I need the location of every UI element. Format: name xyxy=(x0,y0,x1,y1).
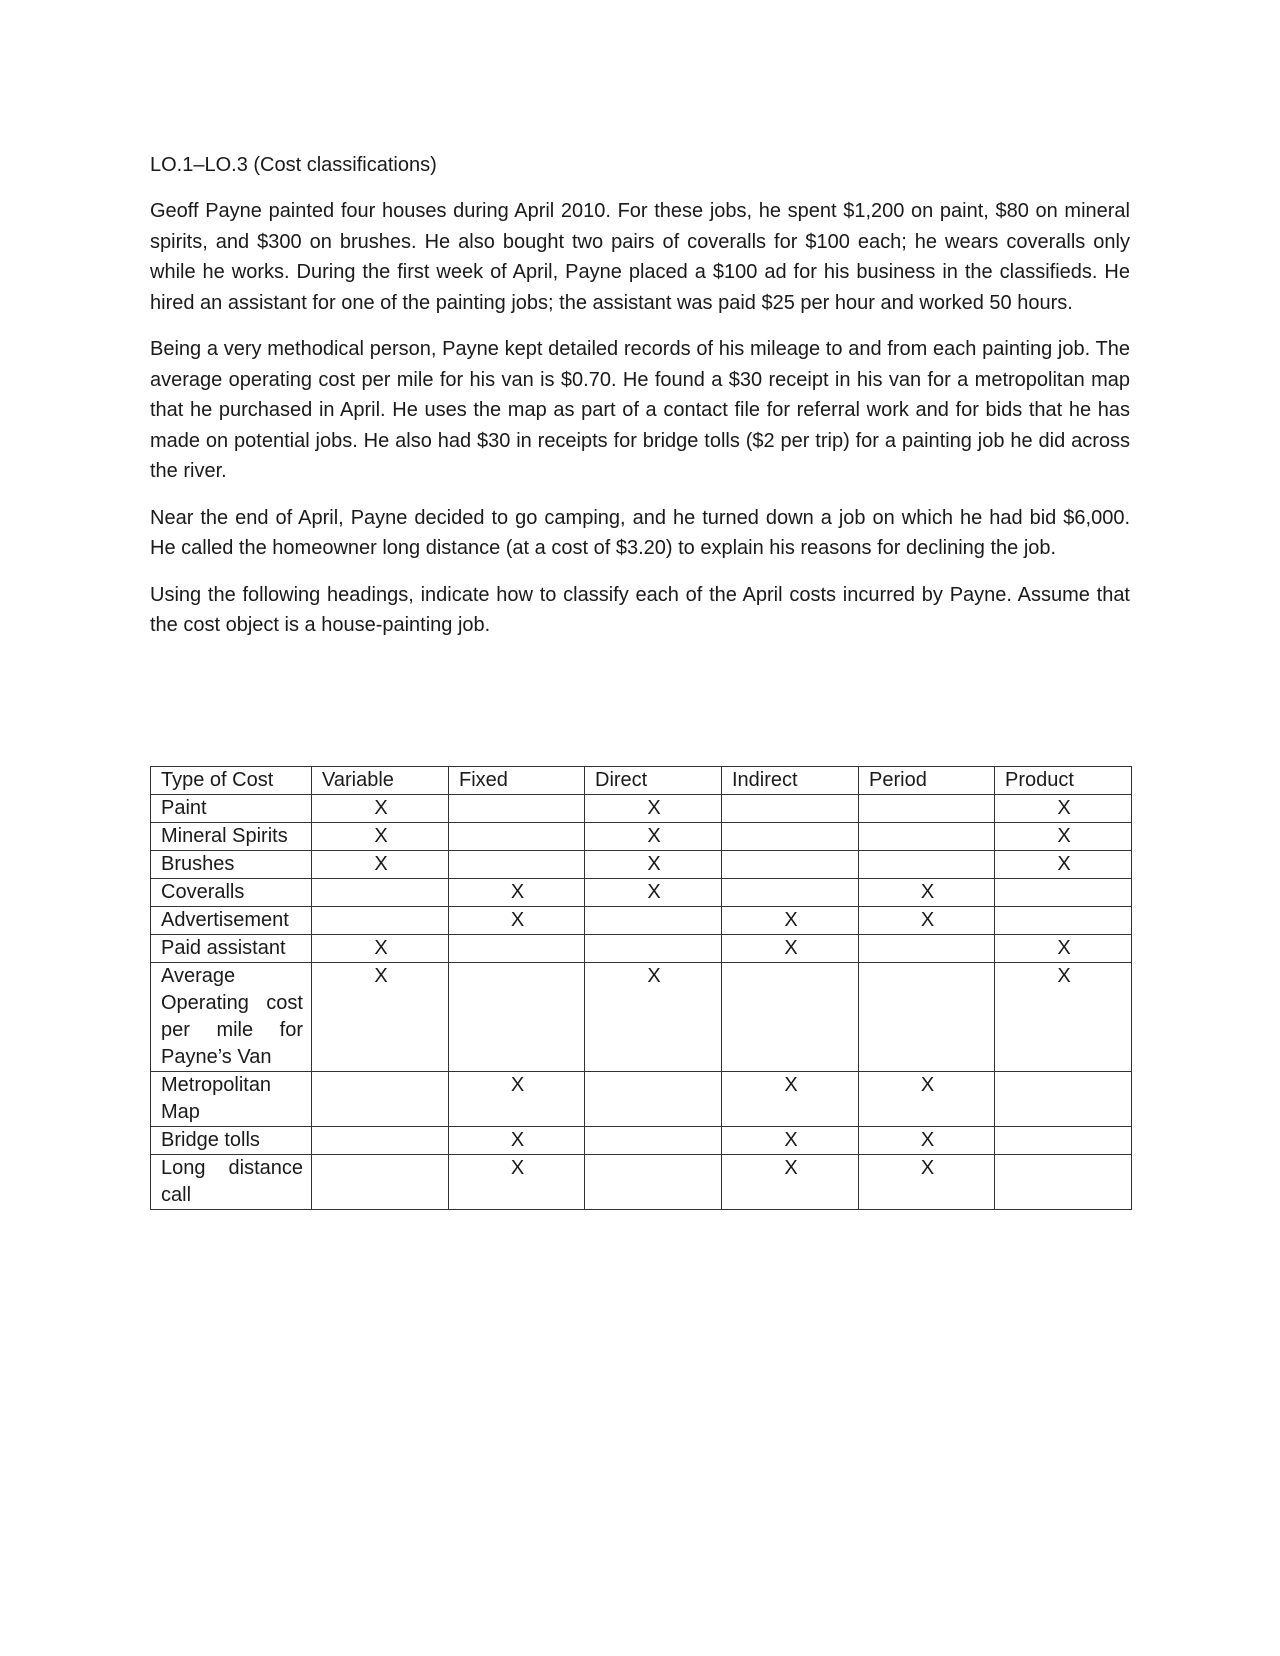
cell-indirect: X xyxy=(722,907,859,935)
cell-period: X xyxy=(859,907,995,935)
cell-variable: X xyxy=(312,851,449,879)
row-label: Paint xyxy=(151,795,312,823)
row-label: Advertisement xyxy=(151,907,312,935)
cell-period xyxy=(859,823,995,851)
cell-direct: X xyxy=(585,795,722,823)
section-heading: LO.1–LO.3 (Cost classifications) xyxy=(150,154,437,176)
table-row xyxy=(151,1127,1132,1155)
cell-fixed: X xyxy=(449,907,585,935)
cell-product: X xyxy=(995,823,1132,851)
cell-product xyxy=(995,907,1132,935)
row-label: Coveralls xyxy=(151,879,312,907)
table-row xyxy=(151,851,1132,879)
cell-indirect xyxy=(722,851,859,879)
cell-variable xyxy=(312,907,449,935)
cell-variable xyxy=(312,1072,449,1127)
cell-period: X xyxy=(859,1155,995,1210)
cell-indirect: X xyxy=(722,935,859,963)
cell-product xyxy=(995,1127,1132,1155)
cell-direct xyxy=(585,1155,722,1210)
cell-variable: X xyxy=(312,935,449,963)
cell-direct: X xyxy=(585,963,722,1072)
cell-variable xyxy=(312,879,449,907)
cell-variable xyxy=(312,1127,449,1155)
row-label: Mineral Spirits xyxy=(151,823,312,851)
cell-fixed xyxy=(449,935,585,963)
table-row xyxy=(151,1155,1132,1210)
row-label: Brushes xyxy=(151,851,312,879)
cell-product xyxy=(995,1072,1132,1127)
cell-product: X xyxy=(995,935,1132,963)
row-label: Paid assistant xyxy=(151,935,312,963)
cell-direct xyxy=(585,935,722,963)
table-row xyxy=(151,795,1132,823)
cell-direct xyxy=(585,907,722,935)
cell-fixed: X xyxy=(449,1072,585,1127)
cell-period: X xyxy=(859,1127,995,1155)
table-row xyxy=(151,823,1132,851)
cell-direct xyxy=(585,1072,722,1127)
cell-product xyxy=(995,1155,1132,1210)
cell-indirect xyxy=(722,879,859,907)
cell-product: X xyxy=(995,795,1132,823)
cell-indirect xyxy=(722,795,859,823)
cell-fixed xyxy=(449,795,585,823)
cell-period xyxy=(859,795,995,823)
header-fixed: Fixed xyxy=(449,767,585,795)
row-label: Bridge tolls xyxy=(151,1127,312,1155)
cell-direct: X xyxy=(585,823,722,851)
header-period: Period xyxy=(859,767,995,795)
header-direct: Direct xyxy=(585,767,722,795)
cell-fixed xyxy=(449,851,585,879)
paragraph-3: Near the end of April, Payne decided to go camping, and he turned down a job on which he had bid $6,000. He called the homeowner long distance (at a cost of $3.20) to explain his reasons for declining the job. xyxy=(150,506,1130,559)
paragraph-4: Using the following headings, indicate how to classify each of the April costs incurred by Payne. Assume that the cost object is a house-painting job. xyxy=(150,583,1130,636)
cell-indirect: X xyxy=(722,1127,859,1155)
cell-fixed: X xyxy=(449,879,585,907)
cell-period xyxy=(859,963,995,1072)
table-row xyxy=(151,935,1132,963)
cell-indirect xyxy=(722,823,859,851)
paragraph-1: Geoff Payne painted four houses during April 2010. For these jobs, he spent $1,200 on paint, $80 on mineral spirits, and $300 on brushes. He also bought two pairs of coveralls for $100 each; he wears coveralls only while he works. During the first week of April, Payne placed a $100 ad for his business in the classifieds. He hired an assistant for one of the painting jobs; the assistant was paid $25 per hour and worked 50 hours. xyxy=(150,200,1130,314)
cell-period: X xyxy=(859,879,995,907)
table-header-row xyxy=(151,767,1132,795)
cell-fixed: X xyxy=(449,1155,585,1210)
cell-variable xyxy=(312,1155,449,1210)
cell-product: X xyxy=(995,963,1132,1072)
cell-direct: X xyxy=(585,851,722,879)
table-row xyxy=(151,1072,1132,1127)
cell-direct: X xyxy=(585,879,722,907)
cell-direct xyxy=(585,1127,722,1155)
cell-variable: X xyxy=(312,795,449,823)
header-product: Product xyxy=(995,767,1132,795)
cell-period: X xyxy=(859,1072,995,1127)
table-row xyxy=(151,907,1132,935)
table-row xyxy=(151,963,1132,1072)
header-type-of-cost: Type of Cost xyxy=(151,767,312,795)
cell-period xyxy=(859,935,995,963)
header-indirect: Indirect xyxy=(722,767,859,795)
cell-product: X xyxy=(995,851,1132,879)
cell-fixed xyxy=(449,823,585,851)
cell-variable: X xyxy=(312,963,449,1072)
cell-period xyxy=(859,851,995,879)
cell-indirect xyxy=(722,963,859,1072)
cell-fixed: X xyxy=(449,1127,585,1155)
row-label: Metropolitan Map xyxy=(151,1072,312,1127)
cost-classification-table xyxy=(150,766,1132,1210)
header-variable: Variable xyxy=(312,767,449,795)
paragraph-2: Being a very methodical person, Payne kept detailed records of his mileage to and from each painting job. The average operating cost per mile for his van is $0.70. He found a $30 receipt in his van for a metropolitan map that he purchased in April. He uses the map as part of a contact file for referral work and for bids that he has made on potential jobs. He also had $30 in receipts for bridge tolls ($2 per trip) for a painting job he did across the river. xyxy=(150,338,1130,482)
cell-variable: X xyxy=(312,823,449,851)
cell-fixed xyxy=(449,963,585,1072)
table-row xyxy=(151,879,1132,907)
document-page xyxy=(150,150,1130,657)
cell-product xyxy=(995,879,1132,907)
cell-indirect: X xyxy=(722,1155,859,1210)
row-label: Average Operating cost per mile for Payne’s Van xyxy=(151,963,312,1072)
cell-indirect: X xyxy=(722,1072,859,1127)
row-label: Long distance call xyxy=(151,1155,312,1210)
